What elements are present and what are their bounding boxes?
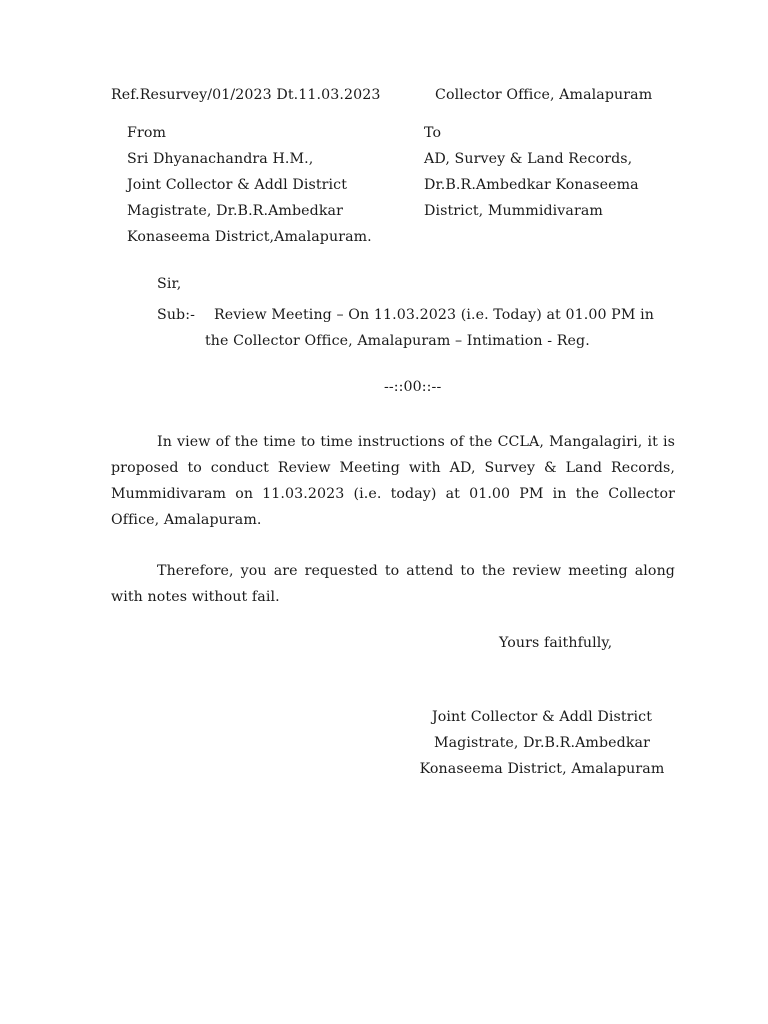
from-address-block bbox=[127, 120, 372, 250]
signature-line: Magistrate, Dr.B.R.Ambedkar bbox=[434, 735, 650, 751]
signature-line: Konaseema District, Amalapuram bbox=[419, 761, 665, 777]
to-address-line: District, Mummidivaram bbox=[424, 203, 603, 219]
reference-number: Ref.Resurvey/01/2023 Dt.11.03.2023 bbox=[111, 87, 381, 103]
signature-line: Joint Collector & Addl District bbox=[431, 709, 653, 725]
from-address-line: Konaseema District,Amalapuram. bbox=[127, 229, 372, 245]
subject-label: Sub:- bbox=[157, 307, 196, 323]
salutation: Sir, bbox=[157, 276, 182, 292]
to-address-line: Dr.B.R.Ambedkar Konaseema bbox=[424, 177, 639, 193]
signature-block bbox=[400, 704, 684, 782]
section-separator: --::00::-- bbox=[384, 379, 442, 395]
to-label: To bbox=[424, 125, 442, 141]
from-address-line: Joint Collector & Addl District bbox=[127, 177, 348, 193]
from-address-line: Magistrate, Dr.B.R.Ambedkar bbox=[127, 203, 343, 219]
to-address-block bbox=[424, 120, 639, 224]
to-address-line: AD, Survey & Land Records, bbox=[424, 151, 633, 167]
from-label: From bbox=[127, 125, 167, 141]
subject-line: Review Meeting – On 11.03.2023 (i.e. Today) at 01.00 PM in bbox=[214, 307, 654, 323]
body-paragraph: In view of the time to time instructions of the CCLA, Mangalagiri, it is proposed to conduct Review Meeting with AD, Survey & Land Records, Mummidivaram on 11.03.2023 (i.e. today) at 01.00 PM in the Collector Office, Amalapuram. bbox=[111, 434, 675, 528]
subject-line: the Collector Office, Amalapuram – Intimation - Reg. bbox=[205, 333, 590, 349]
office-location: Collector Office, Amalapuram bbox=[435, 87, 653, 103]
from-address-line: Sri Dhyanachandra H.M., bbox=[127, 151, 314, 167]
body-paragraph: Therefore, you are requested to attend to the review meeting along with notes without fail. bbox=[111, 563, 675, 605]
closing-phrase: Yours faithfully, bbox=[499, 635, 613, 651]
